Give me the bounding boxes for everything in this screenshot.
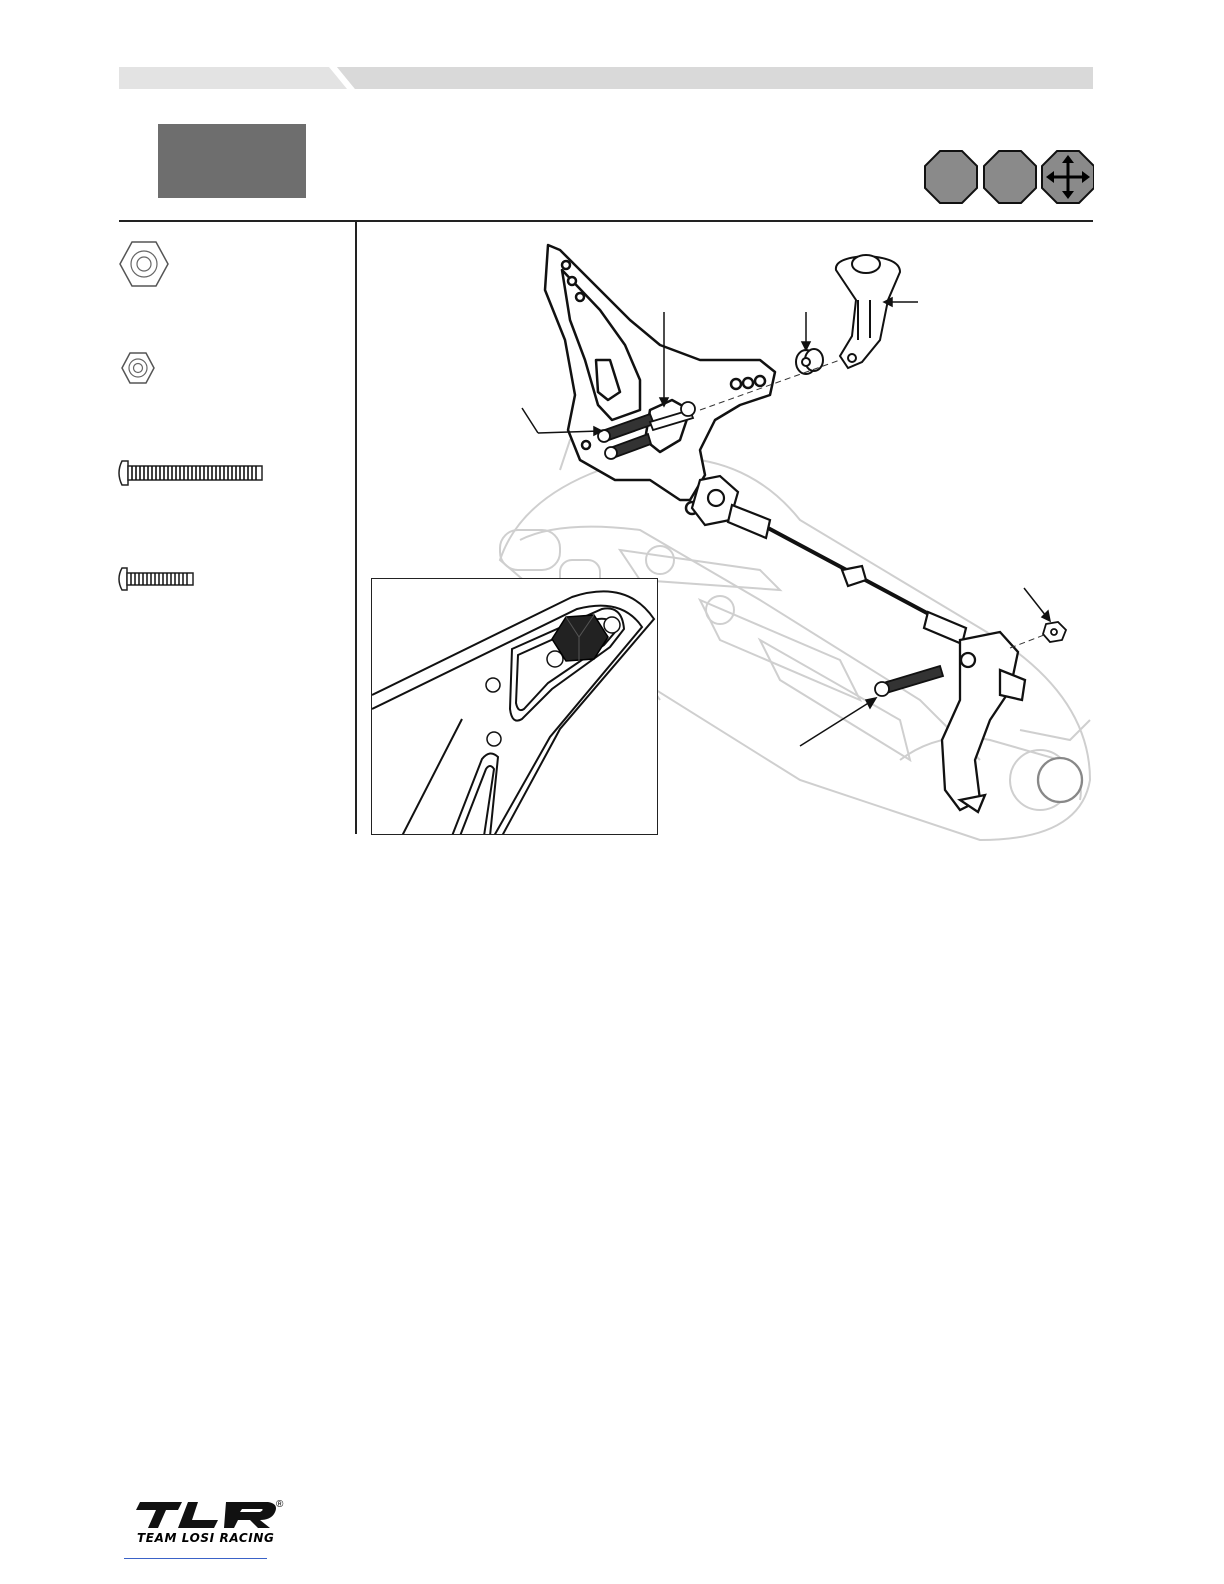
nut-driver-octagon-icon xyxy=(984,151,1036,203)
shock-tower-detail xyxy=(372,579,658,835)
move-arrows-octagon-icon xyxy=(1042,151,1094,203)
footer-link-underline xyxy=(124,1558,267,1559)
horizontal-divider xyxy=(119,220,1093,222)
hub-carrier xyxy=(942,632,1082,812)
small-lock-nut-icon xyxy=(112,350,272,386)
inset-detail xyxy=(371,578,658,835)
body-mount-post xyxy=(796,255,900,374)
tool-icons xyxy=(924,150,1094,204)
hex-wrench-octagon-icon xyxy=(925,151,977,203)
shock-tower xyxy=(545,245,775,514)
logo-tagline: TEAM LOSI RACING xyxy=(137,1531,275,1545)
camber-link xyxy=(692,476,966,644)
step-number-box xyxy=(158,124,306,198)
vertical-divider xyxy=(355,220,357,834)
short-button-head-screw-icon xyxy=(112,566,272,592)
header-bar xyxy=(119,67,1093,89)
large-hex-nut-icon xyxy=(112,238,272,294)
long-button-head-screw-icon xyxy=(112,458,272,488)
registered-mark: ® xyxy=(276,1499,284,1510)
